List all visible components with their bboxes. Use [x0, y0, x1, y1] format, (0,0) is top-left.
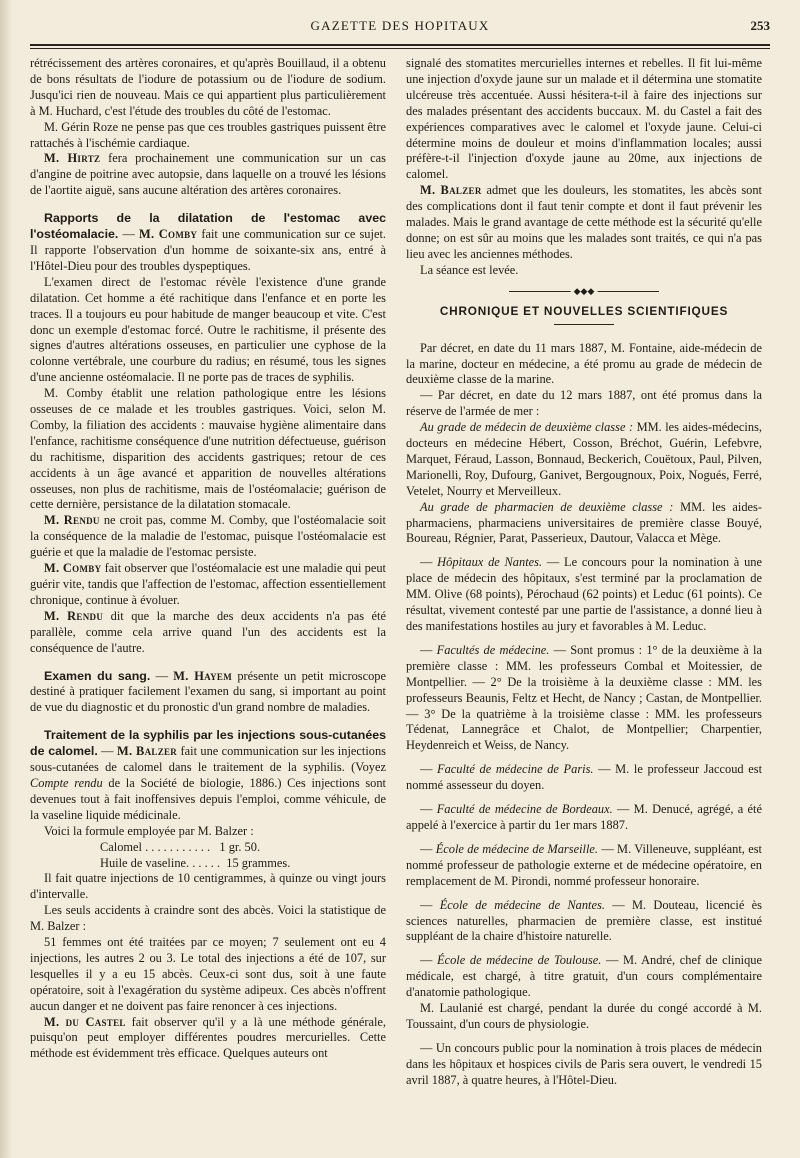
paragraph: — École de médecine de Marseille. — M. Villeneuve, suppléant, est nommé professeur de pathologie externe et de médecine opératoire, en remplacement de M. Pirondi, nommé professeur honoraire. — [406, 841, 762, 888]
speaker-name: M. Hirtz — [44, 151, 101, 166]
paragraph: M. Gérin Roze ne pense pas que ces troubles gastriques puissent être rattachés à l'ischémie cardiaque. — [30, 119, 386, 150]
italic-lead: Hôpitaux de Nantes. — [437, 555, 543, 570]
dash: — — [118, 227, 139, 242]
page-number: 253 — [750, 18, 770, 33]
paragraph — [406, 183, 762, 263]
italic-lead: École de médecine de Toulouse. — [437, 953, 602, 968]
speaker-name: M. Rendu — [44, 608, 104, 623]
paragraph: — Hôpitaux de Nantes. — Le concours pour la nomination à une place de médecin des hôpitaux, s'est terminé par la proclamation de MM. Olive (68 points), Pérochaud (62 points) et Leduc (61 points). Ce résultat, vivement contesté par une partie de l'assistance, a donné lieu à des manifestations hostiles au jury et favorables à M. Leduc. — [406, 555, 762, 633]
paragraph-text: — M. Douteau, licencié ès sciences naturelles, pharmacien de première classe, est institué suppléant de la chaire d'histoire naturelle. — [406, 897, 762, 944]
italic-lead: Faculté de médecine de Bordeaux. — [436, 802, 613, 817]
paragraph-text: — Sont promus : 1° de la deuxième à la première classe : MM. les professeurs Combal et Moitessier, de Montpellier. — 2° De la troisième à la deuxième classe : MM. les professeurs Beaunis, Feltz et Hecht, de Nancy ; Castan, de Montpellier. — 3° De la quatrième à la troisième classe : MM. les professeurs Tédenat, Lannegrâce et Chalot, de Montpellier; Charpentier, Heydenreich et Weiss, de Nancy. — [406, 642, 762, 753]
paragraph: Il fait quatre injections de 10 centigrammes, à quinze ou vingt jours d'intervalle. — [30, 871, 386, 902]
paragraph: rétrécissement des artères coronaires, et qu'après Bouillaud, il a obtenu de bons résultats de l'iodure de potassium ou de l'iodure de sodium. Jusqu'ici rien de nouveau. Mais ce qui appartient plus particulièrement à M. Huchard, c'est l'étude des troubles du côté de l'estomac. — [30, 56, 386, 118]
speaker-name: M. Rendu — [44, 513, 100, 528]
paragraph — [30, 561, 386, 609]
paragraph — [30, 151, 386, 199]
paragraph: — École de médecine de Nantes. — M. Douteau, licencié ès sciences naturelles, pharmacien de première classe, est institué suppléant de la chaire d'histoire naturelle. — [406, 897, 762, 944]
paragraph-text: — M. le professeur Jaccoud est nommé assesseur du doyen. — [406, 762, 763, 793]
paragraph: Les seuls accidents à craindre sont des abcès. Voici la statistique de M. Balzer : — [30, 903, 386, 934]
paragraph: — Un concours public pour la nomination à trois places de médecin dans les hôpitaux et hospices civils de Paris sera ouvert, le vendredi 15 avril 1887, à quatre heures, à l'Hôtel-Dieu. — [406, 1040, 762, 1087]
chronique-heading: CHRONIQUE ET NOUVELLES SCIENTIFIQUES — [439, 303, 729, 318]
italic-lead: Au grade de pharmacien de deuxième classe : — [420, 499, 674, 514]
paragraph: 51 femmes ont été traitées par ce moyen; 7 seulement ont eu 4 injections, les autres 2 ou 3. Le total des injections a été de 107, sur lesquelles il y a eu 15 abcès. Ceux-ci sont dus, soit à une faute opératoire, soit à l'exagération du système adipeux. Ces abcès n'offrent aucun danger et ne doivent pas faire renoncer à ces injections. — [30, 935, 386, 1013]
page-spine-shadow — [0, 0, 12, 1158]
dash: — — [97, 744, 117, 759]
paragraph: Par décret, en date du 11 mars 1887, M. Fontaine, aide-médecin de la marine, docteur en médecine, a été promu au grade de médecin de deuxième classe de la marine. — [406, 340, 762, 387]
paragraph-text: — M. André, chef de clinique médicale, est chargé, à titre gratuit, d'un cours complémentaire d'anatomie pathologique. — [406, 953, 762, 1000]
paragraph-text: fera prochainement une communication sur un cas d'angine de poitrine avec autopsie, dans laquelle on a trouvé les lésions de l'aortite aiguë, sans aucune altération des artères coronaires. — [30, 151, 386, 198]
section-heading: Traitement de la syphilis par les injections sous-cutanées de calomel. — [30, 728, 386, 759]
section-divider — [509, 285, 659, 296]
paragraph-text: — M. Denucé, agrégé, a été appelé à l'exercice à partir du 1er mars 1887. — [406, 802, 762, 832]
speaker-name: M. Balzer — [420, 183, 482, 198]
section-heading: Examen du sang. — [44, 668, 151, 683]
page-header — [30, 18, 770, 40]
paragraph-text: — Le concours pour la nomination à une place de médecin des hôpitaux, s'est terminé par la proclamation de MM. Olive (68 points), Pérochaud (62 points) et Leduc (61 points). Ce résultat, vivement contesté par une partie de l'assistance, a donné lieu à des manifestations hostiles au jury et favorables à M. Leduc. — [406, 555, 762, 633]
right-column — [406, 56, 762, 1089]
speaker-name: M. Hayem — [173, 668, 233, 683]
paragraph — [30, 513, 386, 561]
speaker-name: M. Balzer — [116, 744, 178, 759]
paragraph — [30, 669, 386, 717]
paragraph: La séance est levée. — [420, 262, 519, 277]
formula-line: Calomel . . . . . . . . . . . 1 gr. 50. — [100, 839, 261, 854]
paragraph-text: MM. les aides-pharmaciens, pharmaciens universitaires de première classe Bouyé, Boureau, Régnier, Parat, Passerieux, Dautour, Valacca et Mège. — [406, 499, 762, 546]
italic-lead: École de médecine de Nantes. — [439, 897, 605, 912]
paragraph: M. Comby établit une relation pathologique entre les lésions osseuses de ce malade et les troubles gastriques. Voici, selon M. Comby, la filiation des accidents : mauvaise hygiène alimentaire dans l'enfance, rachitisme conséquence d'une nutrition défectueuse, guérison du rachitisme, disparition des accidents gastriques; retour de ces accidents à un âge avancé et apparition de nouvelles altérations osseuses, non plus de rachitisme, mais de l'ostéomalacie; guérison de cette dernière, persistance de la dilatation stomacale. — [30, 386, 386, 512]
paragraph-text: présente un petit microscope destiné à pratiquer facilement l'examen du sang, si important au point de vue du diagnostic et du pronostic d'un grand nombre de maladies. — [30, 668, 386, 715]
paragraph-text: ne croit pas, comme M. Comby, que l'ostéomalacie soit la conséquence de la maladie de l'estomac, puisque l'ostéomalacie est guérie et que la maladie de l'estomac persiste. — [30, 513, 386, 560]
paragraph: L'examen direct de l'estomac révèle l'existence d'une grande dilatation. Cet homme a été rachitique dans l'enfance et en porte les traces. Il a toujours eu pour habitude de manger beaucoup et vite. C'est donc un exemple d'estomac forcé. Outre le rachitisme, il présente des signes d'autres altérations osseuses, en particulier une cyphose de la colonne vertébrale, une courbure du radius; en résumé, tous les signes d'une ancienne ostéomalacie. Il ne porte pas de traces de syphilis. — [30, 274, 386, 385]
paragraph — [30, 609, 386, 657]
paragraph-text: MM. les aides-médecins, docteurs en médecine Hébert, Cosson, Bréchot, Guérin, Lefebvre, Marquet, Féraud, Lasson, Bonnaud, Beckerich, Couëtoux, Paul, Pilven, Marionelli, Roy, Dufourg, Ganivet, Bergougnoux, Poix, Nogués, Ferré, Vetelet, Nourry et Merveilleux. — [406, 420, 762, 498]
paragraph — [406, 420, 762, 500]
formula-line: Huile de vaseline. . . . . . 15 grammes. — [100, 855, 291, 870]
running-title: GAZETTE DES HOPITAUX — [310, 18, 490, 33]
paragraph-text: fait une communication sur ce sujet. Il rapporte l'observation d'un homme de soixante-six ans, entré à l'Hôtel-Dieu pour des troubles dyspeptiques. — [30, 227, 386, 273]
dash: — — [150, 668, 174, 683]
paragraph — [30, 1015, 386, 1063]
paragraph-text: fait une communication sur les injections sous-cutanées de calomel dans le traitement de la syphilis. (Voyez — [30, 744, 386, 775]
paragraph: signalé des stomatites mercurielles internes et rebelles. Il fit lui-même une injection d'oxyde jaune sur un malade et il détermina une stomatite ulcéreuse très accentuée. Aussi hésitera-t-il à faire des injections sur des malades présentant des accidents buccaux. M. du Castel a fait des expériences comparatives avec le calomel et l'oxyde jaune. Celui-ci détermine moins de douleur et moins d'inflammation locales; aussi préfère-t-il l'injection d'oxyde jaune au 20me, aux injections de calomel. — [406, 56, 762, 182]
paragraph-text: dit que la marche des deux accidents n'a pas été parallèle, comme cela arrive quand l'un des accidents est la conséquence de l'autre. — [30, 608, 386, 655]
paragraph — [30, 728, 386, 823]
italic-lead: Facultés de médecine. — [436, 642, 550, 657]
ornament-icon: ◆◆◆ — [571, 287, 598, 296]
paragraph: M. Laulanié est chargé, pendant la durée du congé accordé à M. Toussaint, d'un cours de physiologie. — [406, 1001, 762, 1031]
paragraph: — Facultés de médecine. — Sont promus : 1° de la deuxième à la première classe : MM. les professeurs Combal et Moitessier, de Montpellier. — 2° De la troisième à la deuxième classe : MM. les professeurs Beaunis, Feltz et Hecht, de Nancy ; Castan, de Montpellier. — 3° De la quatrième à la troisième classe : MM. les professeurs Tédenat, Lannegrâce et Chalot, de Montpellier; Charpentier, Heydenreich et Weiss, de Nancy. — [406, 642, 762, 753]
paragraph-text: de la Société de biologie, 1886.) Ces injections sont devenues tout à fait inoffensives depuis l'emploi, comme véhicule, de la vaseline liquide médicinale. — [30, 775, 386, 822]
speaker-name: M. Comby — [44, 561, 102, 576]
paragraph: Voici la formule employée par M. Balzer : — [44, 823, 254, 838]
speaker-name: M. du Castel — [44, 1014, 126, 1029]
paragraph: — Faculté de médecine de Paris. — M. le professeur Jaccoud est nommé assesseur du doyen. — [406, 762, 763, 793]
heading-underline — [554, 324, 614, 325]
section-heading: Rapports de la dilatation de l'estomac avec l'ostéomalacie. — [30, 211, 386, 242]
left-column — [30, 56, 386, 1062]
paragraph-text: fait observer qu'il y a là une méthode générale, puisqu'on peut employer différentes poudres mercurielles. Cette méthode est évidemment très efficace. Quelques auteurs ont — [30, 1014, 386, 1061]
italic-lead: Au grade de médecin de deuxième classe : — [420, 420, 634, 435]
speaker-name: M. Comby — [138, 227, 198, 242]
paragraph — [30, 211, 386, 275]
paragraph: — Faculté de médecine de Bordeaux. — M. Denucé, agrégé, a été appelé à l'exercice à partir du 1er mars 1887. — [406, 802, 762, 832]
italic-lead: École de médecine de Marseille. — [435, 841, 598, 856]
paragraph: — Par décret, en date du 12 mars 1887, ont été promus dans la réserve de l'armée de mer : — [406, 388, 762, 419]
paragraph-text: admet que les douleurs, les stomatites, les abcès sont des complications dont il faut tenir compte et dont il faut prévenir les malades. Mais le grand avantage de cette méthode est la sécurité qu'elle donne; on est sûr au moins que les malades sont traités, ce qui n'a pas lieu avec les anciennes méthodes. — [406, 183, 762, 261]
paragraph-text: — M. Villeneuve, suppléant, est nommé professeur de pathologie externe et de médecine opératoire, en remplacement de M. Pirondi, nommé professeur honoraire. — [406, 841, 762, 888]
paragraph: — École de médecine de Toulouse. — M. André, chef de clinique médicale, est chargé, à titre gratuit, d'un cours complémentaire d'anatomie pathologique. — [406, 953, 762, 1000]
paragraph-text: fait observer que l'ostéomalacie est une maladie qui peut guérir vite, tandis que l'affection de l'estomac, affection essentiellement chronique, continue à évoluer. — [30, 561, 386, 607]
header-rule-thick — [30, 44, 770, 46]
header-rule-thin — [30, 48, 770, 49]
italic-lead: Faculté de médecine de Paris. — [437, 762, 594, 777]
italic-citation: Compte rendu — [30, 775, 103, 790]
paragraph — [406, 500, 762, 548]
